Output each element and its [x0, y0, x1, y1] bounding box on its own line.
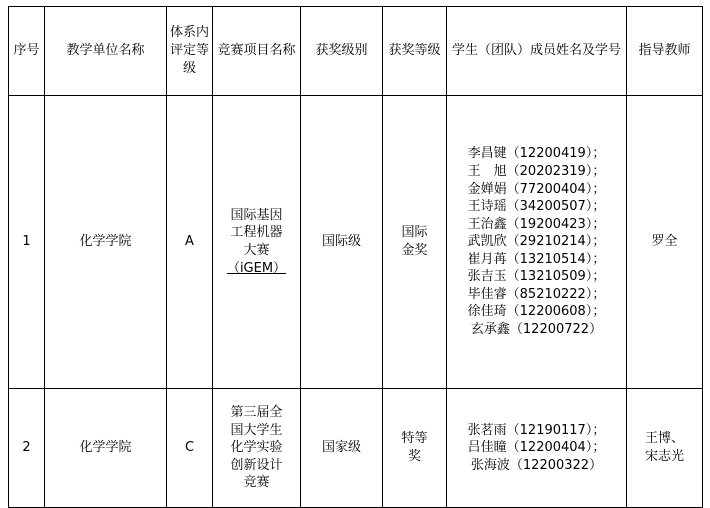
column-header-award-rank-label: 获奖等级 — [388, 42, 441, 58]
member-entry: 张吉玉（13210509）； — [467, 269, 606, 285]
table-row — [9, 389, 703, 508]
award-rank-line: 国际 — [401, 225, 428, 241]
cell-members — [447, 96, 627, 389]
cell-level: C — [167, 389, 213, 508]
member-entry: 金婵娟（77200404）； — [467, 181, 606, 197]
column-header-teacher — [627, 7, 703, 96]
member-entry: 李昌键（12200419）； — [467, 146, 606, 162]
column-header-members-label: 学生（团队）成员姓名及学号 — [451, 42, 621, 58]
column-header-seq — [9, 7, 45, 96]
table-header — [9, 7, 703, 96]
cell-award-rank — [383, 96, 447, 389]
teacher-line: 罗全 — [651, 234, 678, 250]
project-line: 工程机器 — [230, 225, 283, 241]
cell-members — [447, 389, 627, 508]
project-line: 竞赛 — [243, 475, 270, 491]
column-header-teacher-label: 指导教师 — [638, 42, 691, 58]
column-header-seq-label: 序号 — [13, 42, 40, 58]
cell-teacher — [627, 96, 703, 389]
column-header-unit-label: 教学单位名称 — [66, 42, 145, 58]
cell-award-class: 国际级 — [301, 96, 383, 389]
member-entry: 毕佳睿（85210222）； — [467, 286, 606, 302]
cell-project — [213, 389, 301, 508]
project-line: 第三届全 — [230, 405, 283, 421]
column-header-award-rank — [383, 7, 447, 96]
cell-award-rank — [383, 389, 447, 508]
column-header-award-class — [301, 7, 383, 96]
project-lines — [216, 404, 297, 492]
cell-unit: 化学学院 — [45, 389, 167, 508]
cell-project — [213, 96, 301, 389]
award-rank-line: 特等 — [401, 431, 428, 447]
teacher-line: 宋志光 — [644, 449, 684, 464]
table-body — [9, 96, 703, 508]
column-header-project-label: 竞赛项目名称 — [217, 42, 296, 58]
award-rank-lines — [386, 430, 443, 465]
table-header-row — [9, 7, 703, 96]
cell-unit: 化学学院 — [45, 96, 167, 389]
project-line: 国际基因 — [230, 207, 283, 223]
member-entry: 王诗瑶（34200507）； — [467, 199, 606, 215]
project-line: 大赛 — [243, 243, 270, 258]
project-line: 化学实验 — [230, 440, 283, 456]
member-entry: 张海波（12200322） — [470, 457, 603, 473]
member-entry: 王治鑫（19200423）； — [467, 216, 606, 232]
cell-seq: 1 — [9, 96, 45, 389]
project-line: 国大学生 — [230, 422, 283, 438]
cell-seq: 2 — [9, 389, 45, 508]
award-rank-line: 奖 — [407, 449, 421, 464]
column-header-project — [213, 7, 301, 96]
award-rank-lines — [386, 224, 443, 259]
member-entry: 徐佳琦（12200608）； — [467, 304, 606, 320]
member-entry: 张茗雨（12190117）； — [467, 422, 606, 438]
member-entry: 武凯欣（29210214）； — [467, 234, 606, 250]
cell-award-class: 国家级 — [301, 389, 383, 508]
project-line: （iGEM） — [226, 260, 287, 276]
teacher-line: 王博、 — [644, 431, 684, 447]
award-rank-line: 金奖 — [401, 243, 428, 258]
column-header-level-label: 体系内评定等级 — [170, 24, 210, 77]
column-header-members — [447, 7, 627, 96]
column-header-level — [167, 7, 213, 96]
member-entry: 王 旭（20202319）； — [467, 164, 606, 180]
table-row — [9, 96, 703, 389]
member-entry: 吕佳瞳（12200404）； — [467, 440, 606, 456]
award-table — [8, 6, 703, 508]
column-header-award-class-label: 获奖级别 — [315, 42, 368, 58]
project-lines — [216, 207, 297, 277]
cell-level: A — [167, 96, 213, 389]
column-header-unit — [45, 7, 167, 96]
project-line: 创新设计 — [230, 457, 283, 473]
cell-teacher — [627, 389, 703, 508]
member-entry: 崔月苒（13210514）； — [467, 251, 606, 267]
member-entry: 玄承鑫（12200722） — [470, 321, 603, 337]
